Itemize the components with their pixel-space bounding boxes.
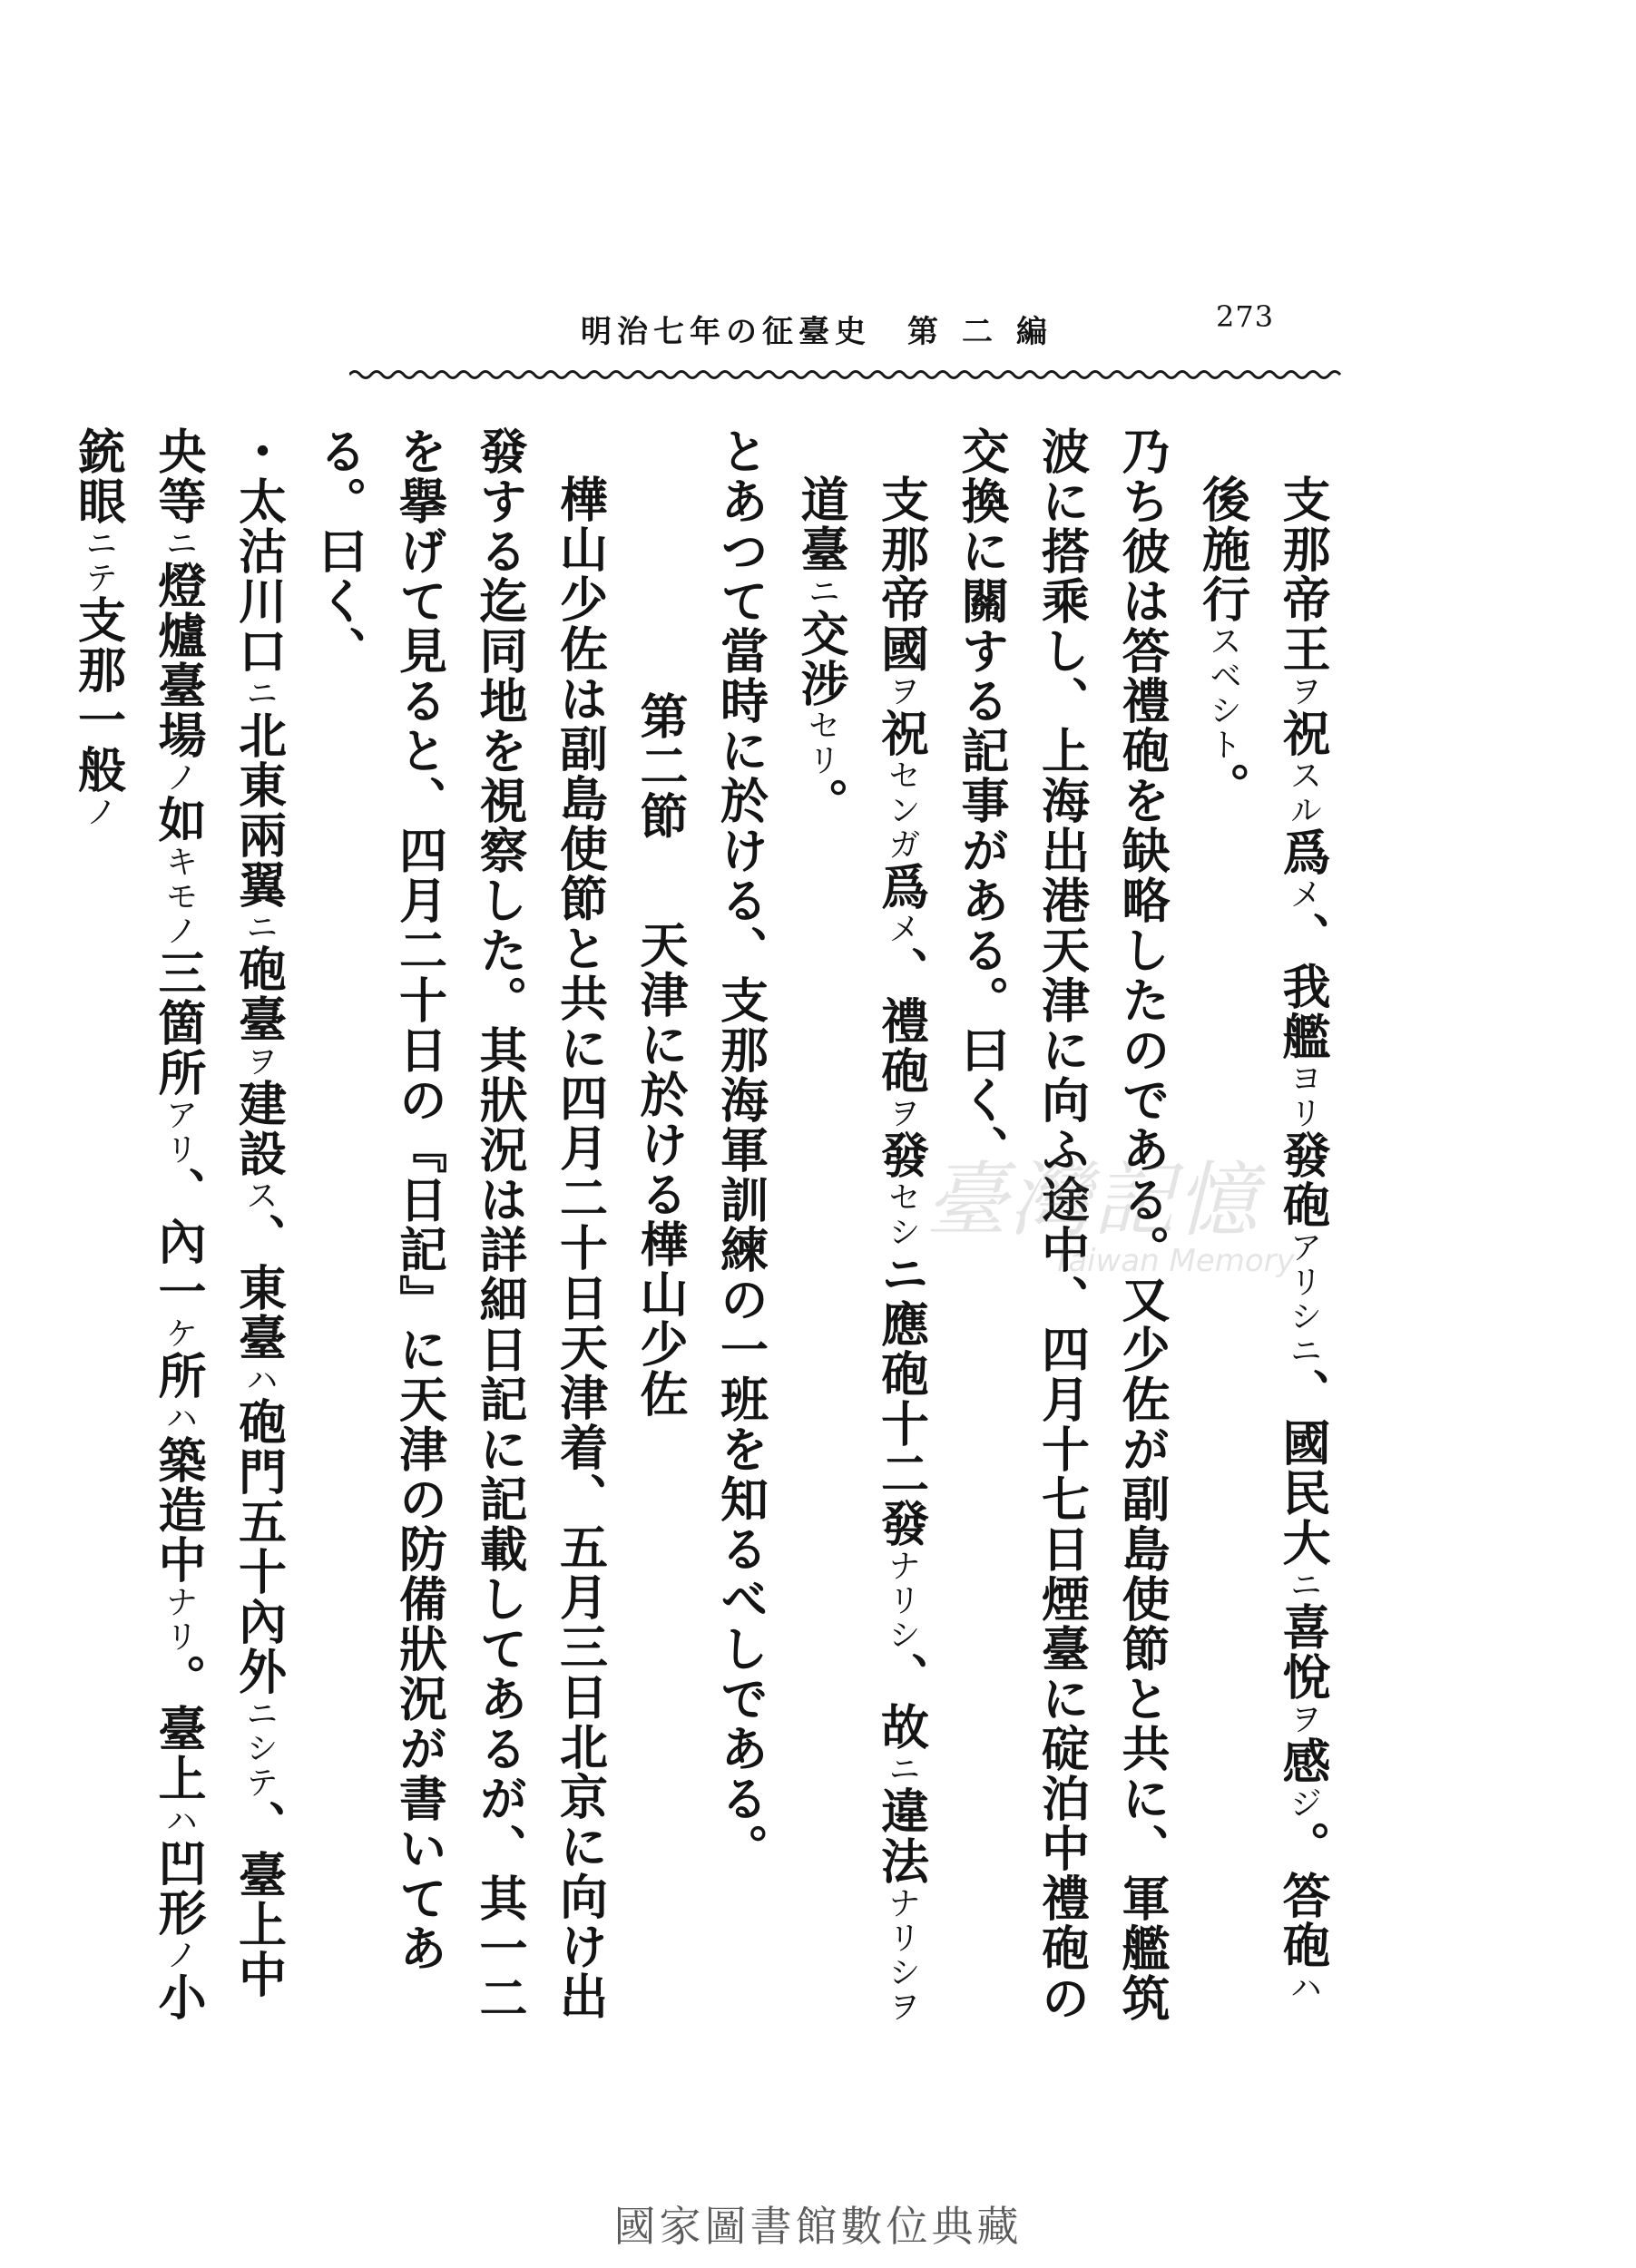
text-run: 祝 [873,709,930,758]
text-run: 、禮砲 [873,946,930,1096]
kana-run: ニシテ [240,1696,279,1800]
text-run: 砲臺 [230,944,288,1044]
kana-run: セシ [883,1180,921,1249]
text-run: ニ應砲十二發 [873,1249,930,1549]
text-run: 發 [873,1130,930,1180]
text-run: 發砲 [1275,1130,1331,1230]
kana-run: アリ [161,1098,198,1167]
text-run: ・太沽川口 [230,426,288,676]
header-wavy-rule [349,367,1343,382]
running-header [581,307,1071,351]
kana-run: スベシト [1204,624,1242,762]
kana-run: ジ [1285,1786,1322,1821]
text-run: 。 [1194,762,1251,812]
body-paragraph: 乃ち彼は答禮砲を缺略したのである。又少佐が副島使節と共に、軍艦筑波に搭乘し、上海出港天津に向ふ途中、四月十七日煙臺に碇泊中禮砲の交換に關する記事がある。曰く、 [954,426,1171,2023]
kana-run: ノ [161,1938,198,1972]
text-run: 道臺 [793,474,849,574]
text-run: 三箇所 [151,948,207,1098]
text-run: 、故 [873,1652,930,1752]
text-run: 築造中 [151,1435,207,1585]
text-run: 後施行 [1194,474,1251,624]
page-number: 273 [1216,299,1275,334]
body-paragraph: とあつて當時に於ける、支那海軍訓練の一班を知るべしである。 [712,426,769,1873]
text-run: 爲 [873,862,930,912]
kana-run: ヲ [240,1044,279,1079]
kana-run: ハ [161,1401,198,1435]
text-run: 。臺上 [151,1654,207,1804]
running-header-section: 第二編 [907,314,1071,350]
text-run: 感 [1275,1736,1331,1786]
text-run: 凹形 [151,1838,207,1938]
kana-run: メ [883,912,921,946]
text-run: 支那帝王 [1275,474,1331,674]
kana-run: ノ [161,760,198,795]
kana-run: ハ [1285,1970,1322,2005]
text-run: 砲門五十內外 [230,1397,288,1696]
section-heading [621,426,701,2041]
kana-run: ニ [240,910,279,944]
kana-run: ナリ [161,1585,198,1654]
text-run: 支那帝國 [873,474,930,674]
kana-run: キモノ [161,845,198,948]
text-run: 、國民大 [1275,1368,1331,1568]
kana-run: メ [1285,877,1322,912]
text-run: 燈爐臺場 [151,561,207,760]
quote-paragraph [1182,426,1343,2041]
kana-run: ヨリ [1285,1061,1322,1130]
text-run: 、東臺 [230,1213,288,1363]
kana-run: ヲ [1285,1702,1322,1736]
section-number: 第二節 [632,690,689,841]
kana-run: ニ [883,1752,921,1786]
kana-run: ハ [240,1363,279,1397]
kana-run: ス [240,1178,279,1213]
kana-run: センガ [883,758,921,862]
text-run: 、臺上中央等 [151,426,288,1999]
watermark-chinese: 臺灣記憶 [926,1153,1259,1248]
text-run: 、內一 [151,1167,207,1316]
kana-run: ケ [161,1316,198,1351]
text-run: 、我艦 [1275,912,1331,1061]
kana-run: ヲ [1285,674,1322,709]
text-run: 喜悅 [1275,1602,1331,1702]
text-run: 支那一般 [70,595,127,795]
text-run: 。 [793,777,849,827]
kana-run: セリ [803,709,840,777]
text-run: 建設 [230,1079,288,1178]
quote-paragraph [58,426,299,2041]
kana-run: ヲ [883,674,921,709]
text-run: 小銃眼 [70,426,207,2022]
kana-run: ナリシヲ [883,1886,921,2024]
text-run: 所 [151,1351,207,1401]
kana-run: ナリシ [883,1549,921,1652]
watermark-english: Taiwan Memory [1053,1243,1295,1279]
text-run: 如 [151,795,207,845]
kana-run: ニ [161,526,198,561]
section-title: 天津に於ける樺山少佐 [632,919,689,1419]
text-run: 違法 [873,1786,930,1886]
kana-run: ニ [803,574,840,609]
archive-footer: 國家圖書館數位典藏 [613,2202,1023,2251]
text-run: 。答砲 [1275,1821,1331,1970]
kana-run: ニ [240,676,279,710]
kana-run: ヲ [883,1096,921,1130]
kana-run: ハ [161,1804,198,1838]
kana-run: ニ [1285,1568,1322,1602]
text-run: 爲 [1275,827,1331,877]
vertical-text-body [70,426,1343,2041]
quote-paragraph [781,426,942,2041]
kana-run: ノ [80,795,118,829]
kana-run: スル [1285,758,1322,827]
text-run: 北東兩翼 [230,710,288,910]
running-header-title: 明治七年の征臺史 [581,314,871,350]
kana-run: ニテ [80,526,118,595]
text-run: 交涉 [793,609,849,709]
text-run: 祝 [1275,709,1331,758]
kana-run: アリシニ [1285,1230,1322,1368]
body-paragraph: 樺山少佐は副島使節と共に四月二十日天津着、五月三日北京に向け出發する迄同地を視察した。其狀況は詳細日記に記載してあるが、其一二を擧げて見ると、四月二十日の『日記』に天津の防備狀況が書いてある。曰く、 [311,426,609,2023]
